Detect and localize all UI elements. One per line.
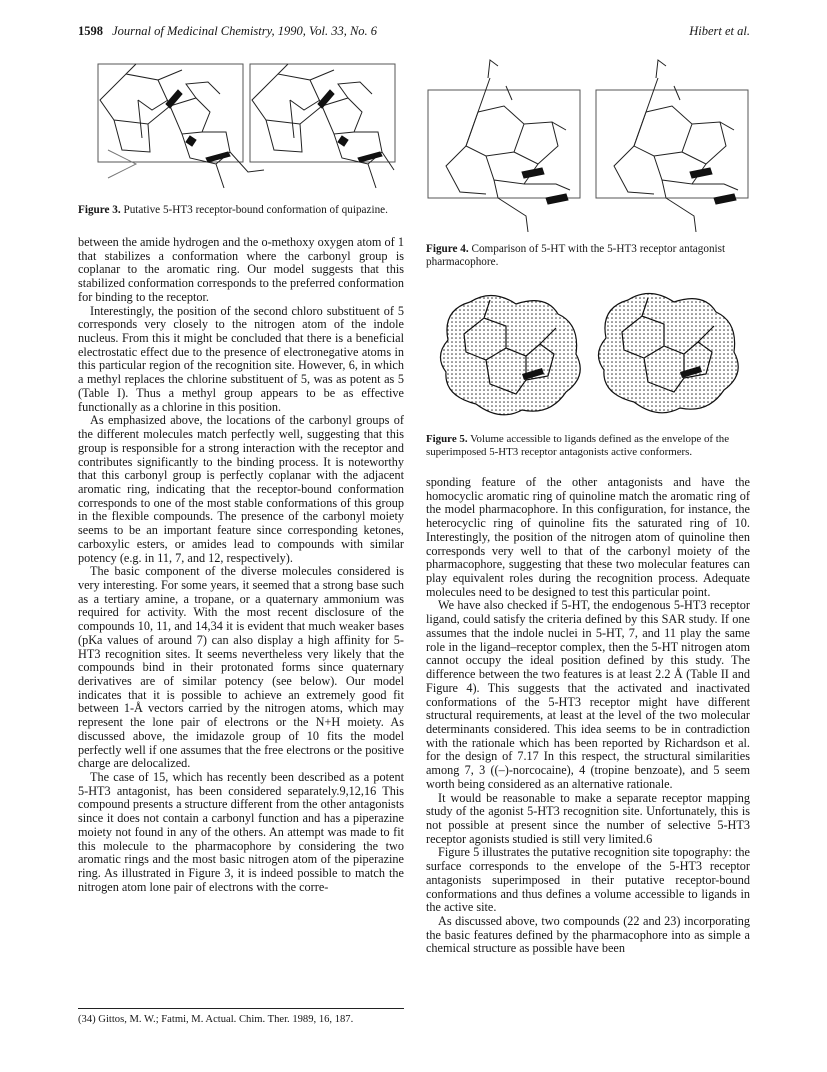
col1-paragraph-4: The basic component of the diverse molecules considered is very interesting. For some years, it seemed that a strong base such as a tertiary amine, a tropane, or a quaternary ammonium was required for activity. With the most recent disclosure of the compounds 10, 11, and 14,34 it is evident that much weaker bases (pKa values of around 7) can also display a high affinity for 5-HT3 recognition sites. It seems nevertheless very likely that the compounds bind in their protonated forms since quaternary derivatives are of similar potency (see below). Our model indicates that it is possible to achieve an extremely good fit between 1-Å vectors carried by the nitrogen atoms, which may represent the lone pair of electrons or the N+H moiety. As discussed above, the imidazole group of 10 fits the model perfectly well if one assumes that the free electrons or the positive charge are delocalized. [78, 564, 404, 771]
figure-3-stereo-image [78, 60, 404, 196]
figure-5-svg [430, 284, 748, 422]
col1-paragraph-3: As emphasized above, the locations of the carbonyl groups of the different molecules match perfectly well, suggesting that this group is responsible for a strong interaction with the receptor and contributes significantly to the binding process. It is noteworthy that this carbonyl group is perfectly coplanar with the adjacent aromatic ring, indicating that the receptor-bound conformation corresponds to one of the most stable conformations of this group in the flexible compounds. The presence of the carbonyl moiety seems to be an important feature since corresponding ketones, carboxylic esters, or amides lead to compounds with similar potency (e.g. in 11, 7, and 12, respectively). [78, 413, 404, 565]
figure-5-surface-image [430, 284, 748, 422]
footnote-divider [78, 1008, 404, 1009]
col2-paragraph-2: We have also checked if 5-HT, the endogenous 5-HT3 receptor ligand, could satisfy the criteria defined by this SAR study. If one assumes that the indole nuclei in 5-HT, 7, and 11 play the same role in the ligand–receptor complex, then the 5-HT nitrogen atom cannot occupy the ideal position defined by this study. The difference between the two features is at least 2.2 Å (Table II and Figure 4). This suggests that the activated and inactivated conformations of the 5-HT3 receptor might have different structural requirements, at least at the level of the two molecular determinants considered. This idea seems to be in contradiction with the rationale which has been reported by Richardson et al. for the design of 7.17 In this respect, the structural similarities among 7, 3 ((–)-norcocaine), 4 (tropine benzoate), and 5 seem worth being considered as an alternative rationale. [426, 598, 750, 791]
col1-paragraph-1: between the amide hydrogen and the o-methoxy oxygen atom of 1 that stabilizes a conformation where the carbonyl group is coplanar to the aromatic ring. Our model suggests that this stabilized conformation corresponds to the preferred conformation for binding to the receptor. [78, 235, 404, 304]
figure-4-stereo-image [426, 56, 750, 236]
figure-5-caption [426, 433, 750, 460]
figure-5-caption-text: Volume accessible to ligands defined as the envelope of the superimposed 5-HT3 receptor antagonists active conformers. [426, 433, 730, 459]
figure-3-svg [78, 60, 404, 196]
col1-paragraph-5: The case of 15, which has recently been described as a potent 5-HT3 antagonist, has been considered separately.9,12,16 This compound presents a structure different from the other antagonists since it does not contain a carbonyl function and has a piperazine moiety not found in any of the others. An attempt was made to fit this molecule to the pharmacophore by considering the two aromatic rings and the most basic nitrogen atom of the piperazine ring. As illustrated in Figure 3, it is indeed possible to match the nitrogen atom lone pair of electrons with the corre- [78, 770, 404, 894]
column-1-text [78, 236, 404, 895]
figure-4-caption [426, 243, 750, 270]
figure-3-caption [78, 204, 404, 217]
column-2-text [426, 476, 750, 956]
figure-4-caption-text: Comparison of 5-HT with the 5-HT3 receptor antagonist pharmacophore. [426, 243, 726, 269]
figure-5-label: Figure 5. [426, 433, 468, 445]
figure-4-label: Figure 4. [426, 243, 469, 255]
col2-paragraph-3: It would be reasonable to make a separate receptor mapping study of the agonist 5-HT3 recognition site. Unfortunately, this is not possible at present since the number of selective 5-HT3 receptor agonists studied is still very limited.6 [426, 790, 750, 846]
figure-3-caption-text: Putative 5-HT3 receptor-bound conformation of quipazine. [123, 204, 388, 216]
author-running-head: Hibert et al. [689, 24, 750, 38]
col2-paragraph-1: sponding feature of the other antagonists and have the homocyclic aromatic ring of quinoline match the aromatic ring of the model pharmacophore. In this configuration, for instance, the heterocyclic ring of quinoline fits the saturated ring of 10. Interestingly, the position of the nitrogen atom of quinoline then corresponds very well to that of the carbonyl moiety of the pharmacophore, suggesting that these two molecular features can play equivalent roles during the recognition process. Adequate molecules need to be designed to test this particular point. [426, 475, 750, 599]
journal-citation: Journal of Medicinal Chemistry, 1990, Vol. 33, No. 6 [112, 24, 378, 38]
figure-3-label: Figure 3. [78, 204, 121, 216]
footnote-34: (34) Gittos, M. W.; Fatmi, M. Actual. Chim. Ther. 1989, 16, 187. [78, 1014, 354, 1025]
header-left [78, 24, 377, 39]
col1-paragraph-2: Interestingly, the position of the second chloro substituent of 5 corresponds very closely to the nitrogen atom of the indole nucleus. From this it might be concluded that there is a beneficial electrostatic effect due to the presence of electronegative atoms in this particular region of the recognition site. However, 6, in which a methyl replaces the chlorine substituent of 5, was as potent as 5 (Table I). Thus a methyl group appears to be as effective functionally as a chlorine in this position. [78, 303, 404, 414]
figure-4-svg [426, 56, 750, 236]
page-number: 1598 [78, 24, 103, 38]
col2-paragraph-4: Figure 5 illustrates the putative recognition site topography: the surface corresponds to the envelope of the 5-HT3 receptor antagonists superimposed in their putative receptor-bound conformations and thus defines a volume accessible to ligands in the active site. [426, 845, 750, 915]
running-header [78, 24, 750, 42]
col2-paragraph-5: As discussed above, two compounds (22 and 23) incorporating the basic features defined by the pharmacophore into as simple a chemical structure as possible have been [426, 914, 750, 956]
